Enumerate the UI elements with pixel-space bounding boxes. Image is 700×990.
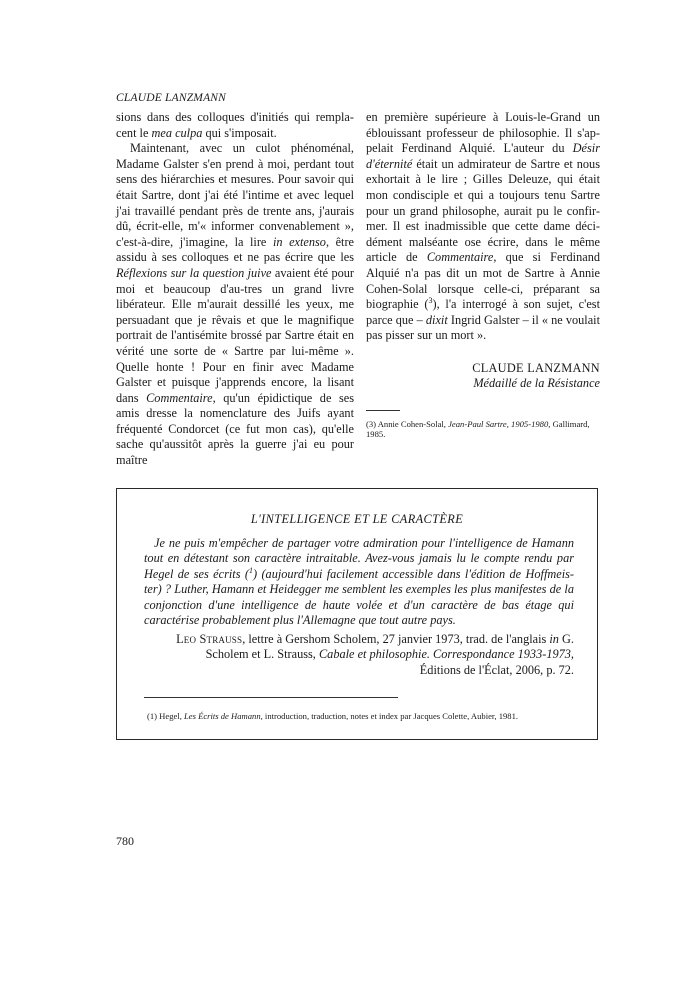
paragraph: en première supérieure à Louis-le-Grand un éblouissant professeur de philosophie. Il s'ap-pelait Ferdinand Alquié. L'auteur du Désir d'éternité était un admirateur de Sartre et nous exhortait à le lire ; Gilles Deleuze, qui était mon condisciple et qui a toujours tenu Sartre pour un grand philosophe, aurait pu le confir-mer. Il est inadmissible que cette dame déci-dément malséante ose écrire, dans le même article de Commentaire, que si Ferdinand Alquié n'a pas dit un mot de Sartre à Annie Cohen-Solal lorsque celle-ci, préparant sa biographie ($^3$), l'a interrogé à son sujet, c'est parce que – dixit Ingrid Galster – il « ne voulait pas pisser sur un mort ».	[366, 110, 600, 343]
author-name: Leo Strauss	[176, 632, 243, 646]
left-column	[116, 110, 354, 469]
footnote-divider	[366, 410, 400, 411]
footnote-ref: 3	[428, 296, 433, 306]
paragraph: Maintenant, avec un culot phénoménal, Madame Galster s'en prend à moi, perdant tout sens des hiérarchies et mesures. Pour savoir qui était Sartre, dont j'ai été l'intime et avec lequel j'ai travaillé pendant près de trente ans, j'aurais dû, écrit-elle, m'« informer convenablement », c'est-à-dire, j'imagine, la lire in extenso, être assidu à ses colloques et ne pas écrire que les Réflexions sur la question juive avaient été pour moi et beaucoup d'au-tres un grand livre libérateur. Elle m'aurait dessillé les yeux, me persuadant que je rêvais et que le magnifique portrait de l'antisémite brossé par Sartre était en vérité une sorte de « Sartre par lui-même ». Quelle honte ! Pour en finir avec Madame Galster et puisque j'apprends encore, la lisant dans Commentaire, qu'un épidictique de ses amis dresse la nomenclature des Juifs ayant fréquenté Condorcet (ce fut mon cas), qu'elle sache qu'aussitôt après la guerre j'ai eu pour maître	[116, 141, 355, 468]
running-head: CLAUDE LANZMANN	[116, 92, 227, 104]
quote-box	[116, 488, 598, 740]
signature	[366, 361, 600, 392]
right-column	[366, 110, 600, 440]
footnote: (1) Hegel, Les Écrits de Hamann, introduction, traduction, notes et index par Jacques Colette, Aubier, 1981.	[147, 711, 519, 721]
signature-name: CLAUDE LANZMANN	[472, 360, 600, 375]
footnote-ref: 1	[248, 565, 253, 575]
quotation: Je ne puis m'empêcher de partager votre admiration pour l'intelligence de Hamann tout en détestant son caractère intraitable. Avez-vous jamais lu le compte rendu par Hegel de ses écrits ($^1$) (aujourd'hui facilement accessible dans l'édition de Hoffmeis-ter) ? Luther, Hamann et Heidegger me semblent les exemples les plus manifestes de la conjonction d'une intelligence de haute volée et d'un caractère de bas étage qui caractérise probablement plus l'Allemagne que tout autre pays.	[144, 536, 574, 628]
quote-attribution: Leo Strauss, lettre à Gershom Scholem, 27 janvier 1973, trad. de l'anglais in G. Scholem et L. Strauss, Cabale et philosophie. Correspondance 1933-1973, Éditions de l'Éclat, 2006, p. 72.	[176, 632, 574, 677]
paragraph: sions dans des colloques d'initiés qui rempla-cent le mea culpa qui s'imposait.	[116, 110, 354, 140]
footnote-divider	[144, 697, 398, 698]
footnote: (3) Annie Cohen-Solal, Jean-Paul Sartre, 1905-1980, Gallimard, 1985.	[366, 418, 590, 440]
box-title: L'INTELLIGENCE ET LE CARACTÈRE	[250, 512, 464, 526]
page-number: 780	[116, 834, 134, 848]
signature-title: Médaillé de la Résistance	[473, 376, 600, 391]
